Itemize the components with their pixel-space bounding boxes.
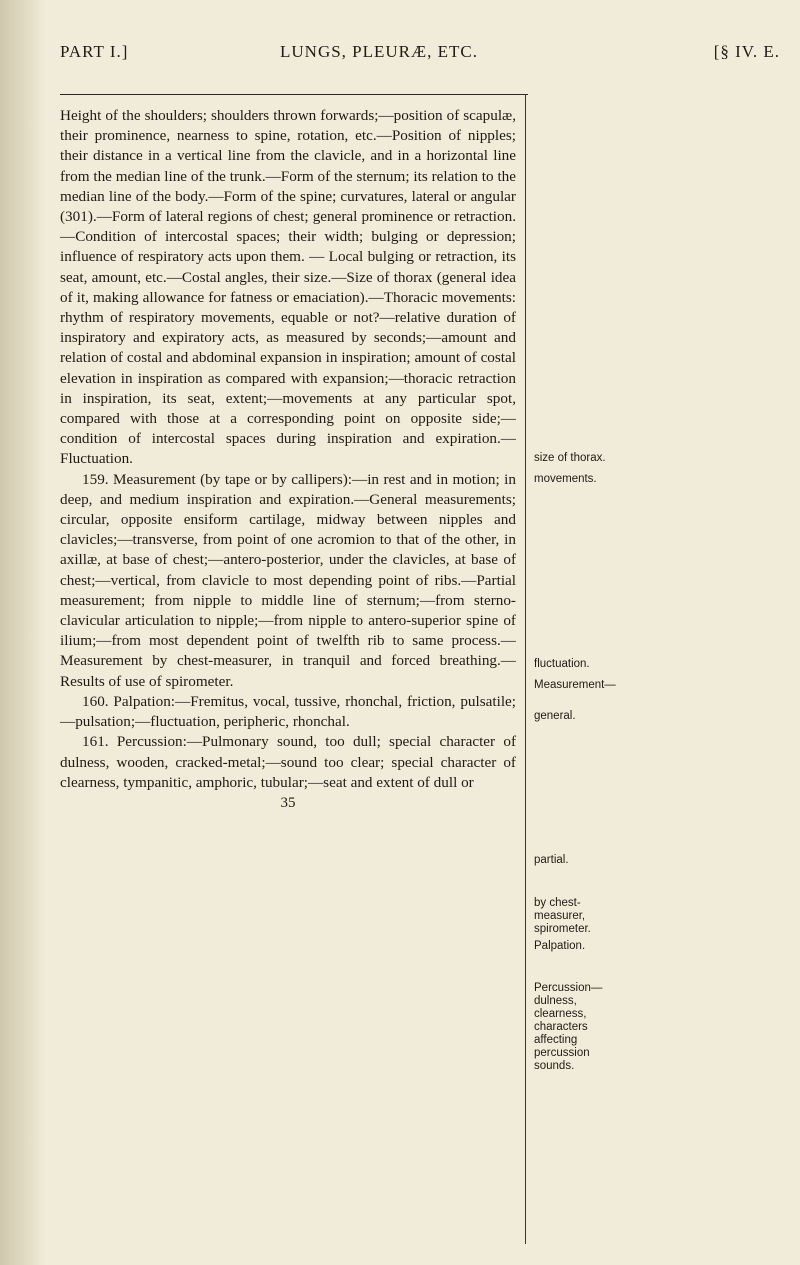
main-text-column — [60, 106, 516, 813]
page-gutter-shadow — [0, 0, 46, 1265]
paragraph-palpation: 160. Palpation:—Fremitus, vocal, tussive, rhonchal, friction, pulsatile;—pulsation;—fluctuation, peripheric, rhonchal. — [60, 692, 516, 731]
margin-note-chest-measurer: by chest-measurer, spirometer. — [534, 897, 591, 935]
header-title: LUNGS, PLEURÆ, ETC. — [280, 42, 478, 61]
paragraph-percussion: 161. Percussion:—Pulmonary sound, too dull; special character of dulness, wooden, cracked-metal;—sound too clear; special character of clearness, tympanitic, amphoric, tubular;—seat and extent of dull or — [60, 733, 516, 791]
margin-note-palpation: Palpation. — [534, 940, 586, 952]
header-section-label: [§ IV. E. — [713, 42, 780, 61]
margin-note-measurement: Measurement— — [534, 679, 616, 691]
margin-note-partial: partial. — [534, 854, 569, 866]
margin-note-movements: movements. — [534, 473, 597, 485]
margin-note-size-of-thorax: size of thorax. — [534, 452, 606, 464]
margin-note-general: general. — [534, 710, 576, 722]
header-part-label: PART I.] — [60, 42, 129, 61]
paragraph-inspection: Height of the shoulders; shoulders thrown forwards;—position of scapulæ, their prominence, nearness to spine, rotation, etc.—Position of nipples; their distance in a vertical line from the clavicle, and in a horizontal line from the median line of the trunk.—Form of the sternum; its relation to the median line of the body.—Form of the spine; curvatures, lateral or angular (301).—Form of lateral regions of chest; general prominence or retraction.—Condition of intercostal spaces; their width; bulging or depression; influence of respiratory acts upon them. — Local bulging or retraction, its seat, amount, etc.—Costal angles, their size.—Size of thorax (general idea of it, making allowance for fatness or emaciation).—Thoracic movements: rhythm of respiratory movements, equable or not?—relative duration of inspiratory and expiratory acts, as measured by seconds;—amount and relation of costal and abdominal expansion in inspiration; amount of costal elevation in inspiration as compared with expansion;—thoracic retraction in inspiration, its seat, extent;—movements at any particular spot, compared with those at a corresponding point on opposite side;—condition of intercostal spaces during inspiration and expiration.—Fluctuation. — [60, 107, 516, 468]
running-header — [60, 42, 780, 68]
margin-divider — [525, 94, 526, 1244]
margin-note-percussion: Percussion—dulness, clearness, characters affecting percussion sounds. — [534, 982, 603, 1072]
page-number: 35 — [280, 794, 296, 811]
paragraph-measurement: 159. Measurement (by tape or by callipers):—in rest and in motion; in deep, and medium inspiration and expiration.—General measurements; circular, opposite ensiform cartilage, midway between nipples and clavicles;—transverse, from point of one acromion to that of the other, in axillæ, at base of chest;—antero-posterior, under the clavicles, at base of chest;—vertical, from clavicle to most depending point of ribs.—Partial measurement; from nipple to middle line of sternum;—from sterno-clavicular articulation to nipple;—from nipple to antero-superior spine of ilium;—from most dependent point of twelfth rib to same process.—Measurement by chest-measurer, in tranquil and forced breathing.—Results of use of spirometer. — [60, 470, 516, 690]
margin-note-fluctuation: fluctuation. — [534, 658, 590, 670]
header-rule — [60, 94, 528, 95]
